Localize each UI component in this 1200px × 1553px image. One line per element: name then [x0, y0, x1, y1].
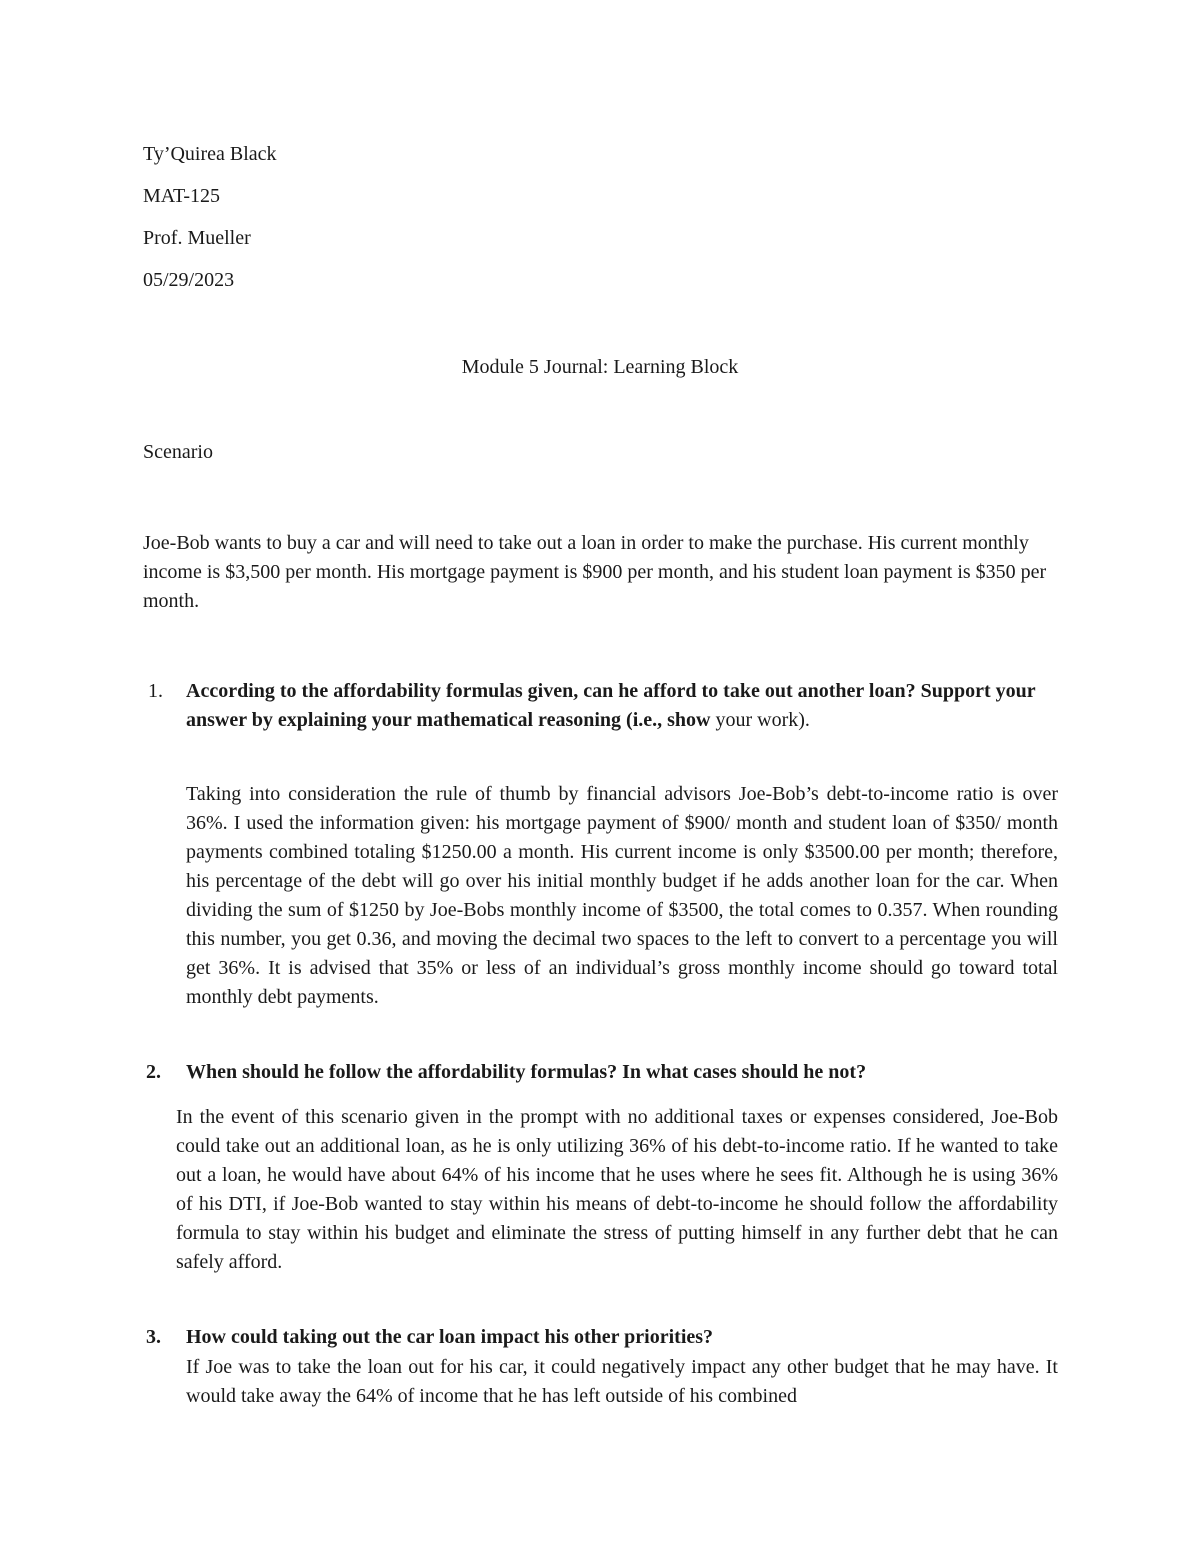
scenario-heading: Scenario	[143, 441, 213, 463]
document-title: Module 5 Journal: Learning Block	[461, 356, 739, 378]
question-number: 3.	[146, 1326, 161, 1348]
question-number: 1.	[148, 680, 163, 702]
question-prompt-plain: your work).	[710, 709, 810, 731]
question-number: 2.	[146, 1061, 161, 1083]
question-prompt-bold: According to the affordability formulas given, can he afford to take out another loan? Support your answer by explaining your mathematical reasoning (i.e., show	[186, 680, 1036, 731]
scenario-text: Joe-Bob wants to buy a car and will need to take out a loan in order to make the purchase. His current monthly income is $3,500 per month. His mortgage payment is $900 per month, and his student loan payment is $350 per month.	[143, 532, 1047, 612]
question-prompt: How could taking out the car loan impact his other priorities?	[186, 1326, 714, 1348]
question-1	[143, 677, 1063, 735]
submission-date: 05/29/2023	[143, 269, 235, 291]
question-prompt: When should he follow the affordability formulas? In what cases should he not?	[186, 1061, 867, 1083]
answer-3: If Joe was to take the loan out for his car, it could negatively impact any other budget that he may have. It would take away the 64% of income that he has left outside of his combined	[186, 1356, 1058, 1407]
answer-1: Taking into consideration the rule of thumb by financial advisors Joe-Bob’s debt-to-income ratio is over 36%. I used the information given: his mortgage payment of $900/ month and student loan of $350/ month payments combined totaling $1250.00 a month. His current income is only $3500.00 per month; therefore, his percentage of the debt will go over his initial monthly budget if he adds another loan for the car. When dividing the sum of $1250 by Joe-Bobs monthly income of $3500, the total comes to 0.357. When rounding this number, you get 0.36, and moving the decimal two spaces to the left to convert to a percentage you will get 36%. It is advised that 35% or less of an individual’s gross monthly income should go toward total monthly debt payments.	[186, 783, 1058, 1008]
student-name: Ty’Quirea Black	[143, 143, 277, 165]
professor-name: Prof. Mueller	[143, 227, 251, 249]
question-3	[143, 1323, 1063, 1352]
question-prompt	[186, 677, 1063, 735]
answer-2: In the event of this scenario given in the prompt with no additional taxes or expenses considered, Joe-Bob could take out an additional loan, as he is only utilizing 36% of his debt-to-income ratio. If he wanted to take out a loan, he would have about 64% of his income that he uses where he sees fit. Although he is using 36% of his DTI, if Joe-Bob wanted to stay within his means of debt-to-income he should follow the affordability formula to stay within his budget and eliminate the stress of putting himself in any further debt that he can safely afford.	[176, 1106, 1058, 1273]
course-code: MAT-125	[143, 185, 221, 207]
question-2	[143, 1058, 1063, 1087]
